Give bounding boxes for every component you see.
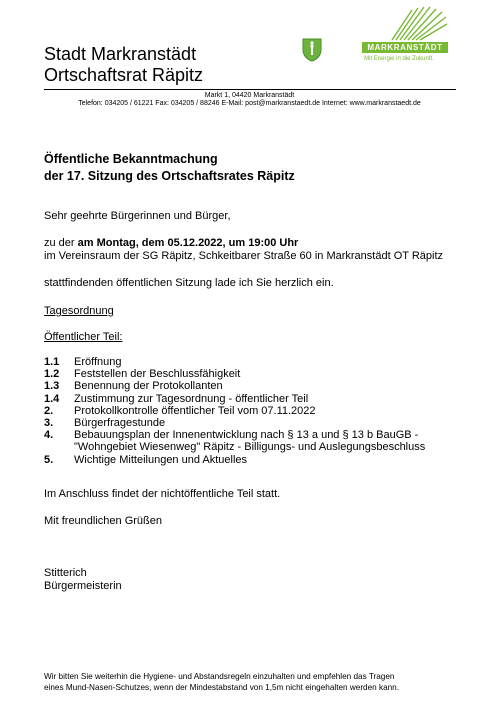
signer-name: Stitterich — [44, 567, 87, 579]
agenda-item-text: Eröffnung — [74, 356, 122, 368]
agenda-item-text: Zustimmung zur Tagesordnung - öffentlicher Teil — [74, 392, 309, 405]
organization-name — [44, 44, 203, 86]
footer-line1: Wir bitten Sie weiterhin die Hygiene- und Abstandsregeln einzuhalten und empfehlen das Tragen — [44, 672, 395, 681]
header-divider — [44, 89, 456, 90]
org-line-city: Stadt Markranstädt — [44, 44, 197, 64]
agenda-item — [44, 368, 425, 380]
agenda-item — [44, 380, 425, 392]
brand-rays-icon — [352, 4, 448, 42]
notice-title-line2: der 17. Sitzung des Ortschaftsrates Räpitz — [44, 169, 295, 183]
footer-note — [44, 671, 399, 693]
closing-note: Im Anschluss findet der nichtöffentliche Teil statt. — [44, 488, 281, 500]
agenda-item-number: 1.3 — [44, 380, 60, 393]
agenda-item-text: Bebauungsplan der Innenentwicklung nach § 13 a und § 13 b BauGB - "Wohngebiet Wiesenweg" Räpitz - Billigungs- und Auslegungsbeschluss — [74, 429, 426, 454]
agenda-item — [44, 417, 425, 429]
agenda-item-number: 1.1 — [44, 356, 60, 368]
agenda-item-text: Protokollkontrolle öffentlicher Teil vom 07.11.2022 — [74, 404, 316, 417]
agenda-item-number: 1.2 — [44, 368, 60, 381]
agenda-item-number: 2. — [44, 404, 54, 417]
agenda-item — [44, 405, 425, 417]
brand-slogan: Mit Energie in die Zukunft. — [364, 56, 434, 62]
date-bold: am Montag, dem 05.12.2022, um 19:00 Uhr — [77, 237, 299, 249]
signer-title: Bürgermeisterin — [44, 580, 122, 592]
agenda-item — [44, 393, 425, 405]
agenda-item-text: Wichtige Mitteilungen und Aktuelles — [74, 453, 248, 466]
notice-title — [44, 151, 295, 185]
greeting: Mit freundlichen Grüßen — [44, 515, 162, 527]
agenda-item — [44, 429, 425, 453]
invitation-text: stattfindenden öffentlichen Sitzung lade ich Sie herzlich ein. — [44, 277, 334, 289]
meeting-date — [44, 237, 298, 250]
agenda-item-text: Bürgerfragestunde — [74, 417, 166, 430]
meeting-location: im Vereinsraum der SG Räpitz, Schkeitbarer Straße 60 in Markranstädt OT Räpitz — [44, 250, 444, 262]
coat-of-arms-icon — [302, 38, 322, 67]
agenda-list — [44, 356, 425, 466]
salutation: Sehr geehrte Bürgerinnen und Bürger, — [44, 210, 231, 222]
date-prefix: zu der — [44, 237, 78, 249]
agenda-item — [44, 454, 425, 466]
agenda-item-number: 4. — [44, 429, 54, 442]
agenda-item-number: 3. — [44, 417, 54, 430]
contact-line: Telefon: 034205 / 61221 Fax: 034205 / 88246 E-Mail: post@markranstaedt.de Internet: www.markranstaedt.de — [78, 100, 421, 107]
agenda-item-text: Benennung der Protokollanten — [74, 380, 223, 393]
address-line: Markt 1, 04420 Markranstädt — [204, 92, 295, 99]
public-part-heading: Öffentlicher Teil: — [44, 331, 123, 343]
agenda-item-text: Feststellen der Beschlussfähigkeit — [74, 368, 241, 381]
agenda-item-number: 5. — [44, 453, 54, 466]
agenda-heading: Tagesordnung — [44, 305, 114, 317]
agenda-item-number: 1.4 — [44, 392, 60, 405]
org-line-council: Ortschaftsrat Räpitz — [44, 65, 204, 85]
footer-line2: eines Mund-Nasen-Schutzes, wenn der Mindestabstand von 1,5m nicht eingehalten werden kann. — [44, 683, 400, 692]
notice-title-line1: Öffentliche Bekanntmachung — [44, 152, 218, 166]
agenda-item — [44, 356, 425, 368]
brand-logo — [352, 4, 448, 62]
brand-name: MARKRANSTÄDT — [362, 42, 448, 53]
